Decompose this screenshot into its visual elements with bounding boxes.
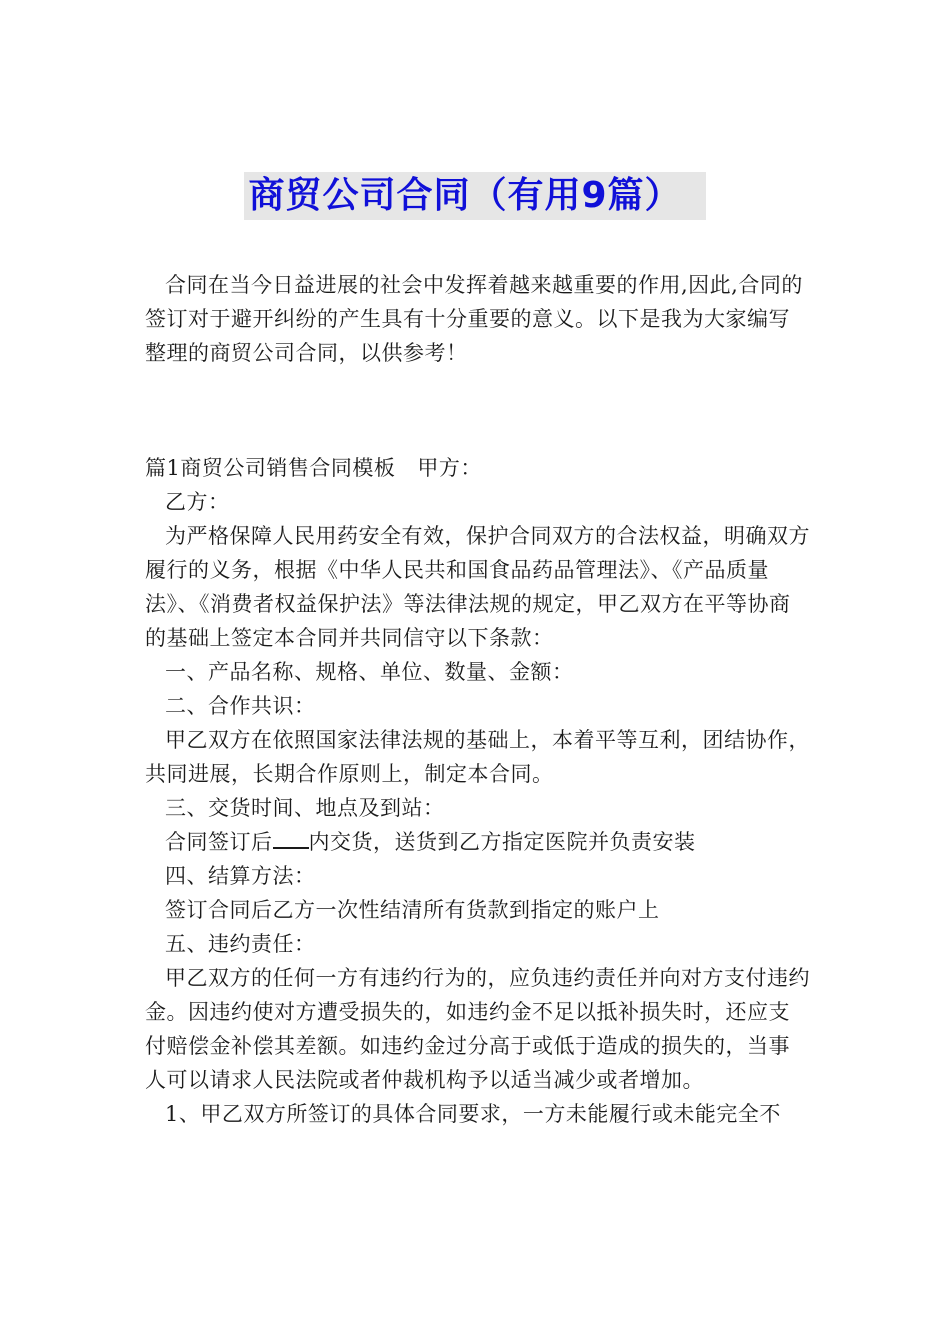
clause-4-heading: 四、结算方法： [165,864,316,888]
contract-body [145,451,810,1131]
clause-5-item-1: 1、甲乙双方所签订的具体合同要求，一方未能履行或未能完全不 [165,1102,781,1126]
clause-4-paragraph: 签订合同后乙方一次性结清所有货款到指定的账户上 [165,898,660,922]
intro-paragraph: 合同在当今日益进展的社会中发挥着越来越重要的作用,因此,合同的签订对于避开纠纷的产生具有十分重要的意义。以下是我为大家编写整理的商贸公司合同，以供参考！ [145,273,803,365]
clause-1-heading: 一、产品名称、规格、单位、数量、金额： [165,660,574,684]
clause-2-heading: 二、合作共识： [165,694,316,718]
clause-3-paragraph [145,825,810,859]
section-heading-line [145,451,810,485]
fill-in-blank [273,825,309,849]
section-heading: 篇1商贸公司销售合同模板 [145,456,396,480]
document-title: 商贸公司合同（有用9篇） [244,172,705,220]
clause-3-text-after: 内交货，送货到乙方指定医院并负责安装 [308,830,696,854]
clause-3-heading: 三、交货时间、地点及到站： [165,796,445,820]
preamble-paragraph: 为严格保障人民用药安全有效，保护合同双方的合法权益，明确双方履行的义务，根据《中华人民共和国食品药品管理法》、《产品质量法》、《消费者权益保护法》等法律法规的规定，甲乙双方在平等协商的基础上签定本合同并共同信守以下条款： [145,524,810,650]
clause-5-heading: 五、违约责任： [165,932,316,956]
party-a-label: 甲方： [417,456,482,480]
party-b-label: 乙方： [165,490,230,514]
title-container [0,172,950,220]
clause-5-paragraph: 甲乙双方的任何一方有违约行为的，应负违约责任并向对方支付违约金。因违约使对方遭受损失的，如违约金不足以抵补损失时，还应支付赔偿金补偿其差额。如违约金过分高于或低于造成的损失的，当事人可以请求人民法院或者仲裁机构予以适当减少或者增加。 [145,966,810,1092]
clause-3-text-before: 合同签订后 [165,830,273,854]
clause-2-paragraph: 甲乙双方在依照国家法律法规的基础上，本着平等互利，团结协作，共同进展，长期合作原则上，制定本合同。 [145,728,810,786]
intro-section [145,268,810,370]
